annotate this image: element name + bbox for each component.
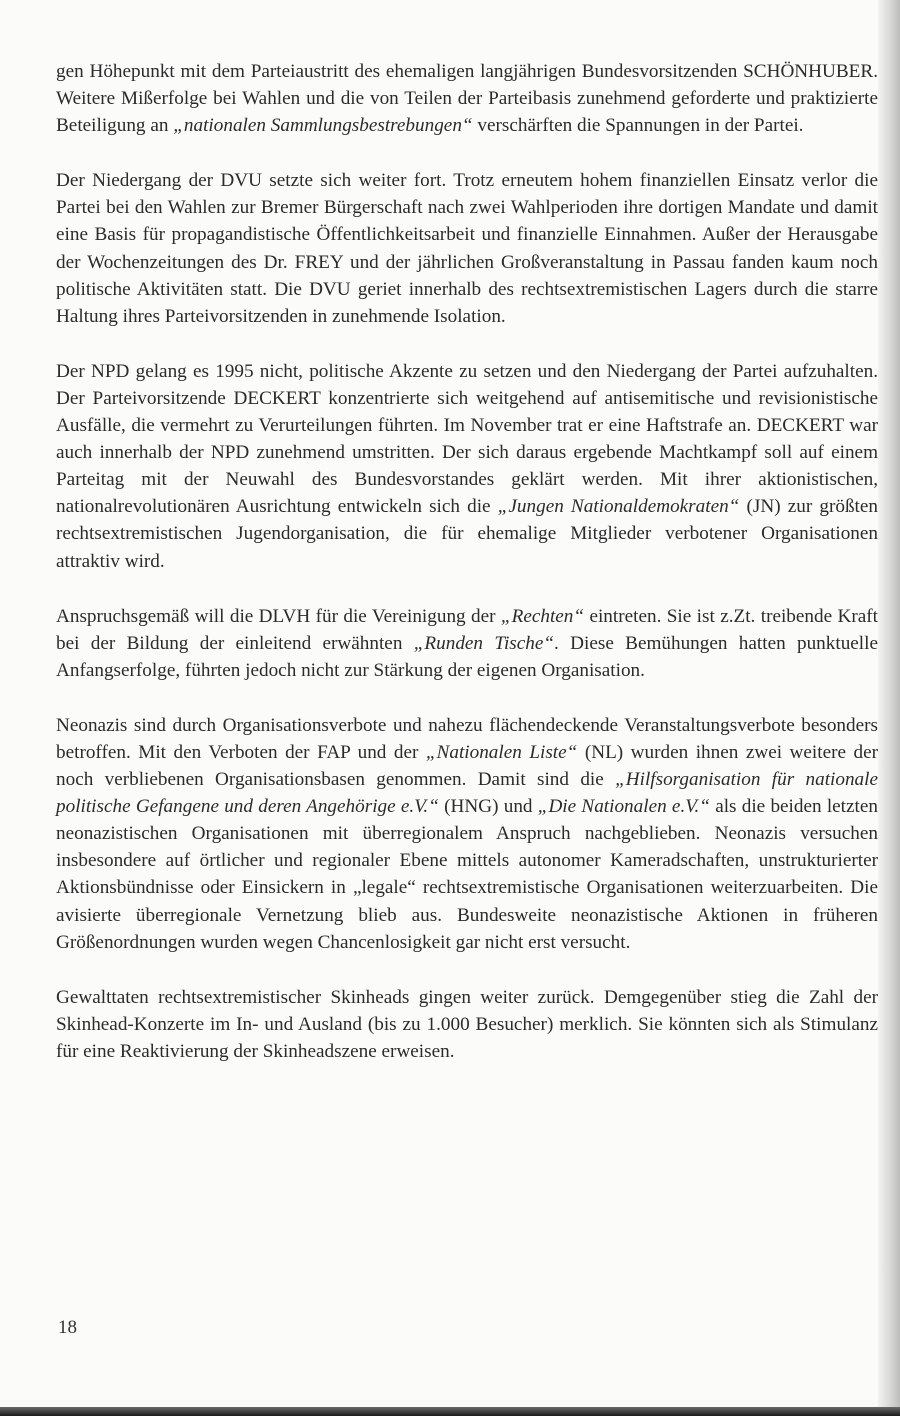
italic-term: „Hilfsorganisation für nationale politische Gefangene und deren Angehörige e.V.“ (56, 769, 878, 818)
text-run: verschärften die Spannungen in der Partei. (472, 115, 804, 137)
paragraph-dlvh (56, 603, 878, 684)
text-run: (HNG) und (438, 796, 538, 818)
page-number: 18 (58, 1317, 77, 1338)
italic-term: „Die Nationalen e.V.“ (537, 796, 710, 818)
text-run: Der NPD gelang es 1995 nicht, politische Akzente zu setzen und den Niedergang der Partei aufzuhalten. Der Parteivorsitzende DECKERT konzentrierte sich weitgehend auf antisemitische und revisionistische Ausfälle, die vermehrt zu Verurteilungen führten. Im November trat er eine Haftstrafe an. DECKERT war auch innerhalb der NPD zunehmend umstritten. Der sich daraus ergebende Machtkampf soll auf einem Parteitag mit der Neuwahl des Bundesvorstandes geklärt werden. Mit ihrer aktionistischen, nationalrevolutionären Ausrichtung entwickeln sich die (56, 360, 878, 518)
text-run: Anspruchsgemäß will die DLVH für die Vereinigung der (56, 605, 501, 627)
text-run: Der Niedergang der DVU setzte sich weiter fort. Trotz erneutem hohem finanziellen Einsatz verlor die Partei bei den Wahlen zur Bremer Bürgerschaft nach zwei Wahlperioden ihre dortigen Mandate und damit eine Basis für propagandistische Öffentlichkeitsarbeit und finanzielle Einnahmen. Außer der Herausgabe der Wochenzeitungen des Dr. FREY und der jährlichen Großveranstaltung in Passau fanden kaum noch politische Aktivitäten statt. Die DVU geriet innerhalb des rechtsextremistischen Lagers durch die starre Haltung ihres Parteivorsitzenden in zunehmende Isolation. (56, 170, 878, 327)
paragraph-neonazis (56, 712, 878, 956)
italic-term: „Jungen Nationaldemokraten“ (497, 496, 740, 518)
text-run: . Diese Bemühungen hatten punktuelle Anfangserfolge, führten jedoch nicht zur Stärkung der eigenen Organisation. (56, 632, 878, 681)
body-text (56, 58, 878, 1093)
text-run: (NL) wurden ihnen zwei weitere der noch verbliebenen Organisationsbasen genommen. Damit sind die (56, 741, 878, 791)
text-run: gen Höhepunkt mit dem Parteiaustritt des ehemaligen langjährigen Bundesvorsitzenden SCHÖNHUBER. Weitere Mißerfolge bei Wahlen und die von Teilen der Parteibasis zunehmend geforderte und praktizierte Beteiligung an (56, 61, 878, 137)
paragraph-skinheads (56, 984, 878, 1065)
paragraph-npd (56, 358, 878, 575)
text-run: Gewalttaten rechtsextremistischer Skinheads gingen weiter zurück. Demgegenüber stieg die Zahl der Skinhead-Konzerte im In- und Ausland (bis zu 1.000 Besucher) merklich. Sie könnten sich als Stimulanz für eine Reaktivierung der Skinheadszene erweisen. (56, 986, 878, 1062)
italic-term: „Runden Tische“ (413, 632, 555, 654)
text-run: als die beiden letzten neonazistischen Organisationen mit überregionalem Anspruch nachgeblieben. Neonazis versuchen insbesondere auf örtlicher und regionaler Ebene mittels autonomer Kameradschaften, unstrukturierter Aktionsbündnisse oder Einsickern in „legale“ rechtsextremistische Organisationen weiterzuarbeiten. Die avisierte überregionale Vernetzung blieb aus. Bundesweite neonazistische Aktionen in früheren Größenordnungen wurden wegen Chancenlosigkeit gar nicht erst versucht. (56, 796, 878, 953)
text-run: Neonazis sind durch Organisationsverbote und nahezu flächendeckende Veranstaltungsverbote besonders betroffen. Mit den Verboten der FAP und der (56, 714, 878, 763)
paragraph-dvu (56, 167, 878, 330)
scan-bottom-border (0, 1407, 900, 1416)
page-edge-shadow (878, 0, 900, 1416)
text-run: eintreten. Sie ist z.Zt. treibende Kraft bei der Bildung der einleitend erwähnten (56, 605, 878, 654)
text-run: (JN) zur größten rechtsextremistischen Jugendorganisation, die für ehemalige Mitglieder verbotener Organisationen attraktiv wird. (56, 496, 878, 572)
italic-term: „Rechten“ (500, 605, 585, 627)
paragraph-republikaner (56, 58, 878, 139)
italic-term: „Nationalen Liste“ (425, 741, 578, 763)
italic-term: „nationalen Sammlungsbestrebungen“ (173, 115, 473, 137)
